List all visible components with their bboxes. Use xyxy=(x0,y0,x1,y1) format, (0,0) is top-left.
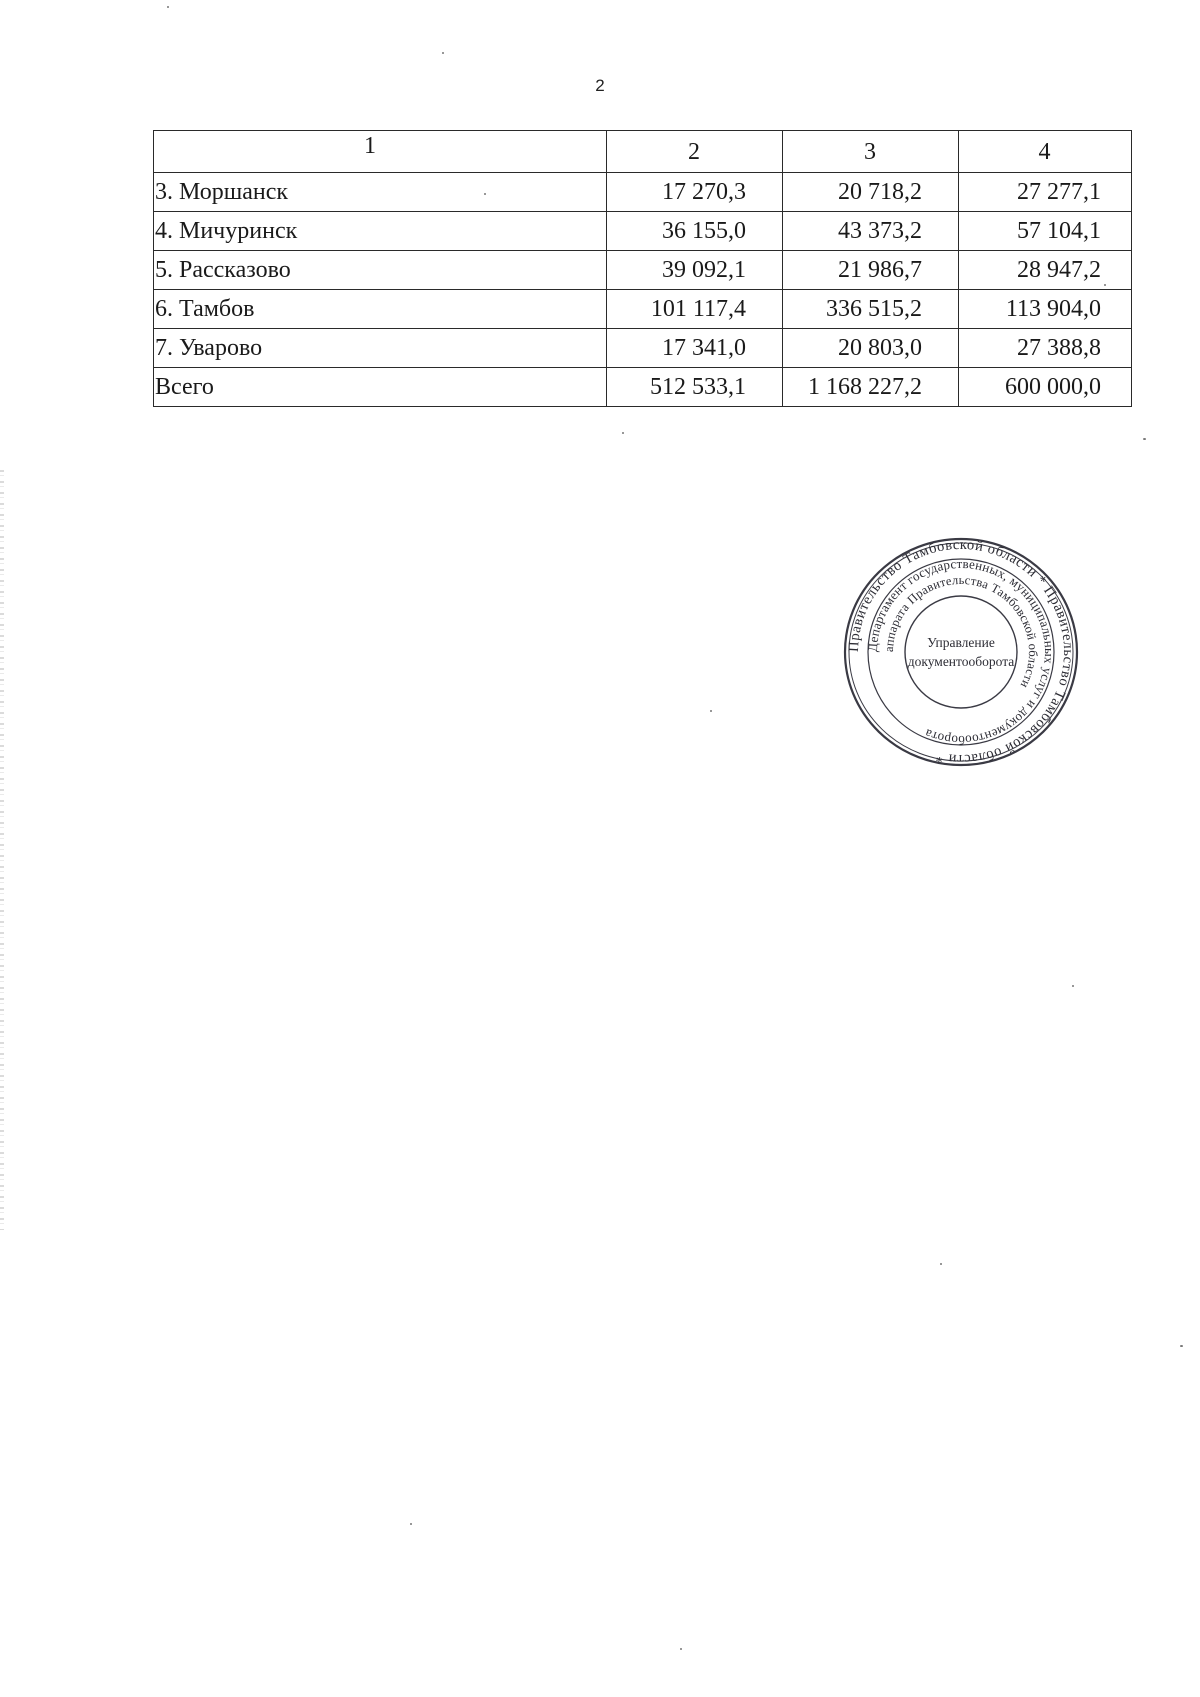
table-row xyxy=(154,329,1132,368)
row-name: 6. Тамбов xyxy=(154,290,607,329)
total-value-col4: 600 000,0 xyxy=(959,368,1132,407)
official-stamp xyxy=(842,536,1080,768)
row-value-col2: 39 092,1 xyxy=(607,251,783,290)
scan-speck xyxy=(622,432,624,434)
table-row xyxy=(154,173,1132,212)
row-value-col3: 336 515,2 xyxy=(783,290,959,329)
scan-edge-noise xyxy=(0,470,4,1230)
scan-speck xyxy=(1072,985,1074,987)
stamp-seal-icon xyxy=(842,536,1080,768)
table-row xyxy=(154,251,1132,290)
scan-speck xyxy=(410,1523,412,1525)
column-header-2: 2 xyxy=(607,131,783,173)
row-value-col2: 17 341,0 xyxy=(607,329,783,368)
row-name: 7. Уварово xyxy=(154,329,607,368)
column-header-3: 3 xyxy=(783,131,959,173)
row-name: 5. Рассказово xyxy=(154,251,607,290)
table-row xyxy=(154,290,1132,329)
row-value-col4: 113 904,0 xyxy=(959,290,1132,329)
scan-speck xyxy=(484,193,486,195)
total-value-col3: 1 168 227,2 xyxy=(783,368,959,407)
row-value-col4: 57 104,1 xyxy=(959,212,1132,251)
scan-speck xyxy=(1180,1345,1183,1347)
stamp-outer-text: Правительство Тамбовской области * Правительство Тамбовской области * xyxy=(845,536,1077,768)
data-table xyxy=(153,130,1132,407)
total-label: Всего xyxy=(154,368,607,407)
row-value-col3: 20 718,2 xyxy=(783,173,959,212)
table-row xyxy=(154,212,1132,251)
row-value-col3: 20 803,0 xyxy=(783,329,959,368)
scan-speck xyxy=(1143,438,1146,440)
row-value-col4: 28 947,2 xyxy=(959,251,1132,290)
page-number: 2 xyxy=(595,76,605,95)
row-value-col4: 27 388,8 xyxy=(959,329,1132,368)
table-total-row xyxy=(154,368,1132,407)
scan-speck xyxy=(680,1648,682,1650)
scan-speck xyxy=(710,710,712,712)
total-value-col2: 512 533,1 xyxy=(607,368,783,407)
row-value-col2: 17 270,3 xyxy=(607,173,783,212)
row-value-col3: 43 373,2 xyxy=(783,212,959,251)
row-value-col3: 21 986,7 xyxy=(783,251,959,290)
row-value-col4: 27 277,1 xyxy=(959,173,1132,212)
row-name: 4. Мичуринск xyxy=(154,212,607,251)
row-value-col2: 36 155,0 xyxy=(607,212,783,251)
scan-speck xyxy=(442,52,444,54)
row-name: 3. Моршанск xyxy=(154,173,607,212)
column-header-4: 4 xyxy=(959,131,1132,173)
scan-speck xyxy=(940,1263,942,1265)
scan-speck xyxy=(1104,284,1106,286)
table-header-row xyxy=(154,131,1132,173)
stamp-middle-text: Департамент государственных, муниципальных услуг и документооборота xyxy=(864,555,1058,749)
row-value-col2: 101 117,4 xyxy=(607,290,783,329)
stamp-center-line2: документооборота xyxy=(907,654,1015,669)
scan-speck xyxy=(167,6,169,8)
stamp-center-line1: Управление xyxy=(927,635,995,650)
stamp-inner-text: аппарата Правительства Тамбовской области xyxy=(881,572,1041,691)
column-header-1: 1 xyxy=(154,131,607,173)
